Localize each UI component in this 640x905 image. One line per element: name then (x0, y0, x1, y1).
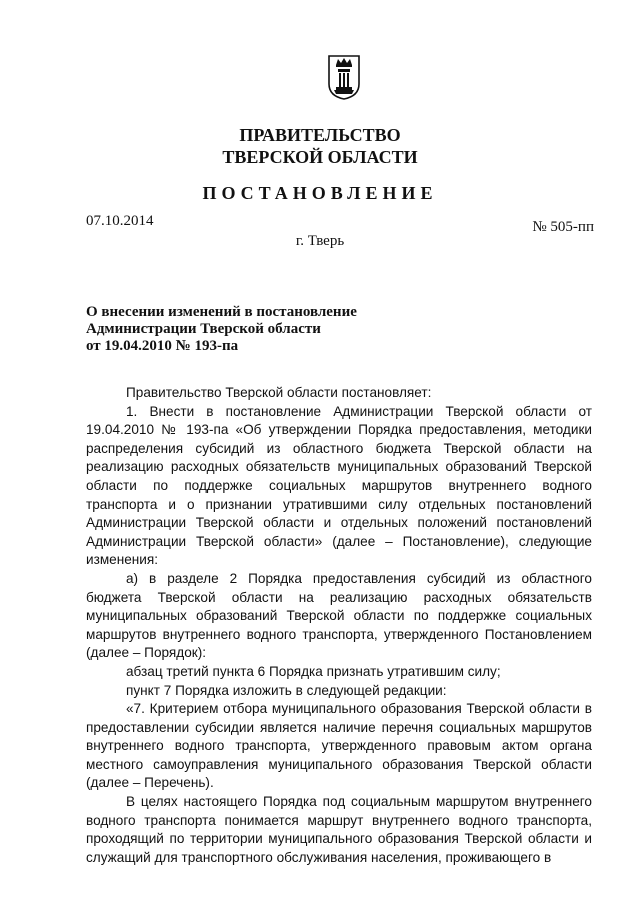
body-paragraph-a: а) в разделе 2 Порядка предоставления субсидий из областного бюджета Тверской области на реализацию расходных обязательств муниципальных образований Тверской области по поддержке социальных маршрутов внутреннего водного транспорта, утвержденного Постановлением (далее – Порядок): (86, 570, 592, 661)
org-name-line1: ПРАВИТЕЛЬСТВО (239, 125, 401, 145)
subject-line1: О внесении изменений в постановление (86, 304, 357, 320)
body-paragraph-definition: В целях настоящего Порядка под социальным маршрутом внутреннего водного транспорта понимается маршрут внутреннего водного транспорта, проходящий по территории муниципального образования Тверской области и служащий для транспортного обслуживания населения, проживающего в (86, 794, 592, 865)
document-body (86, 384, 592, 867)
document-date: 07.10.2014 (86, 213, 154, 229)
subject-line2: Администрации Тверской области (86, 321, 321, 337)
subject-line3: от 19.04.2010 № 193-па (86, 338, 239, 354)
coat-of-arms-icon (327, 54, 361, 100)
body-paragraph-intro: Правительство Тверской области постановляет: (126, 385, 432, 400)
document-subject (86, 304, 357, 355)
body-paragraph-1: 1. Внести в постановление Администрации Тверской области от 19.04.2010 № 193-па «Об утверждении Порядка предоставления, методики распределения субсидий из областного бюджета Тверской области на реализацию расходных обязательств муниципальных образований Тверской области по поддержке социальных маршрутов внутреннего водного транспорта и о признании утратившими силу отдельных постановлений Администрации Тверской области и отдельных положений постановлений Администрации Тверской области» (далее – Постановление), следующие изменения: (86, 403, 592, 568)
document-number: № 505-пп (532, 219, 594, 235)
document-type: ПОСТАНОВЛЕНИЕ (202, 183, 438, 203)
body-paragraph-criterion: «7. Критерием отбора муниципального образования Тверской области в предоставлении субсидии является наличие перечня социальных маршрутов внутреннего водного транспорта, утвержденного правовым актом органа местного самоуправления муниципального образования Тверской области (далее – Перечень). (86, 701, 592, 791)
body-paragraph-abzac: абзац третий пункта 6 Порядка признать утратившим силу; (126, 663, 501, 679)
body-paragraph-punkt7: пункт 7 Порядка изложить в следующей редакции: (126, 682, 447, 698)
document-city: г. Тверь (295, 233, 345, 249)
org-name-line2: ТВЕРСКОЙ ОБЛАСТИ (222, 147, 418, 167)
